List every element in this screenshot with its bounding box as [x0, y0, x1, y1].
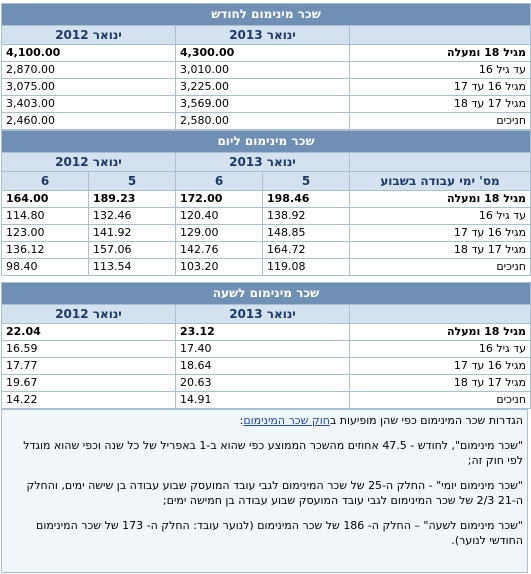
value-2013-6-days: 129.00 [176, 225, 263, 242]
value-2012-5-days: 189.23 [89, 191, 176, 208]
hourly-header-label-blank [350, 305, 531, 324]
row-label: עד גיל 16 [350, 208, 531, 225]
row-label: מגיל 16 עד 17 [350, 358, 531, 375]
table-row [2, 259, 531, 276]
days-5-2013: 5 [263, 172, 350, 191]
row-label: עד גיל 16 [350, 341, 531, 358]
row-label: מגיל 18 ומעלה [350, 324, 531, 341]
value-2012-5-days: 132.46 [89, 208, 176, 225]
value-2012-6-days: 98.40 [2, 259, 89, 276]
value-2012: 3,075.00 [2, 79, 176, 96]
value-2012: 17.77 [2, 358, 176, 375]
minimum-wage-law-link[interactable]: חוק שכר המינימום [243, 414, 330, 427]
daily-header-label-blank [350, 153, 531, 172]
table-row [2, 96, 531, 113]
row-label: מגיל 16 עד 17 [350, 225, 531, 242]
hourly-header-2013: ינואר 2013 [176, 305, 350, 324]
daily-header-2013: ינואר 2013 [176, 153, 350, 172]
hourly-definition: "שכר מינימום לשעה" – החלק ה- 186 של שכר המינימום (לנוער עובד: החלק ה- 173 של שכר המינימום החודשי לנוער). [36, 519, 523, 547]
value-2012: 2,460.00 [2, 113, 176, 130]
value-2013: 14.91 [176, 392, 350, 409]
table-row [2, 392, 531, 409]
value-2012: 3,403.00 [2, 96, 176, 113]
hourly-table-title: שכר מינימום לשעה [2, 283, 531, 305]
value-2012: 4,100.00 [2, 45, 176, 62]
days-per-week-label: מס' ימי עבודה בשבוע [350, 172, 531, 191]
value-2013: 4,300.00 [176, 45, 350, 62]
value-2013-6-days: 172.00 [176, 191, 263, 208]
daily-table [1, 130, 531, 276]
days-6-2013: 6 [176, 172, 263, 191]
value-2012-5-days: 141.92 [89, 225, 176, 242]
table-row [2, 113, 531, 130]
value-2013: 17.40 [176, 341, 350, 358]
definitions-intro [6, 413, 523, 428]
value-2013-5-days: 138.92 [263, 208, 350, 225]
table-row [2, 208, 531, 225]
table-row [2, 191, 531, 208]
value-2012: 2,870.00 [2, 62, 176, 79]
value-2012-5-days: 157.06 [89, 242, 176, 259]
row-label: מגיל 17 עד 18 [350, 375, 531, 392]
value-2012-5-days: 113.54 [89, 259, 176, 276]
days-6-2012: 6 [2, 172, 89, 191]
row-label: מגיל 17 עד 18 [350, 242, 531, 259]
monthly-header-2012: ינואר 2012 [2, 26, 176, 45]
row-label: חניכים [350, 259, 531, 276]
value-2013: 2,580.00 [176, 113, 350, 130]
value-2012: 22.04 [2, 324, 176, 341]
value-2013-6-days: 120.40 [176, 208, 263, 225]
monthly-table-title: שכר מינימום לחודש [2, 4, 531, 26]
row-label: חניכים [350, 392, 531, 409]
value-2012-6-days: 164.00 [2, 191, 89, 208]
definitions-box [1, 409, 528, 573]
row-label: עד גיל 16 [350, 62, 531, 79]
definitions-intro-text: הגדרות שכר המינימום כפי שהן מופיעות ב [329, 414, 523, 427]
days-5-2012: 5 [89, 172, 176, 191]
value-2012-6-days: 114.80 [2, 208, 89, 225]
value-2013-5-days: 198.46 [263, 191, 350, 208]
value-2013-5-days: 164.72 [263, 242, 350, 259]
monthly-header-label-blank [350, 26, 531, 45]
table-row [2, 358, 531, 375]
daily-header-2012: ינואר 2012 [2, 153, 176, 172]
definitions-intro-colon: : [239, 414, 244, 427]
monthly-table [1, 3, 531, 130]
table-row [2, 242, 531, 259]
table-row [2, 341, 531, 358]
row-label: חניכים [350, 113, 531, 130]
value-2012-6-days: 123.00 [2, 225, 89, 242]
value-2012: 16.59 [2, 341, 176, 358]
monthly-header-2013: ינואר 2013 [176, 26, 350, 45]
row-label: מגיל 17 עד 18 [350, 96, 531, 113]
value-2013-6-days: 142.76 [176, 242, 263, 259]
table-row [2, 225, 531, 242]
table-row [2, 62, 531, 79]
daily-table-title: שכר מינימום ליום [2, 131, 531, 153]
hourly-table [1, 282, 531, 409]
row-label: מגיל 18 ומעלה [350, 191, 531, 208]
row-label: מגיל 18 ומעלה [350, 45, 531, 62]
value-2013-6-days: 103.20 [176, 259, 263, 276]
row-label: מגיל 16 עד 17 [350, 79, 531, 96]
table-row [2, 45, 531, 62]
value-2013: 20.63 [176, 375, 350, 392]
value-2013: 3,569.00 [176, 96, 350, 113]
value-2013: 3,010.00 [176, 62, 350, 79]
table-row [2, 375, 531, 392]
value-2013: 18.64 [176, 358, 350, 375]
value-2012: 19.67 [2, 375, 176, 392]
table-row [2, 79, 531, 96]
value-2013: 3,225.00 [176, 79, 350, 96]
hourly-header-2012: ינואר 2012 [2, 305, 176, 324]
value-2013: 23.12 [176, 324, 350, 341]
daily-definition: "שכר מינימום יומי" - החלק ה-25 של שכר המינימום לגבי עובד המועסק שבוע עבודה בן שישה ימים, והחלק ה-21 2/3 של שכר המינימום לגבי עובד המועסק שבוע עבודה בן חמישה ימים; [26, 479, 523, 507]
value-2012-6-days: 136.12 [2, 242, 89, 259]
monthly-definition: "שכר מינימום", לחודש - 47.5 אחוזים מהשכר הממוצע כפי שהוא ב-1 באפריל של כל שנה וכפי שהוא מוגדל לפי חוק זה; [23, 439, 523, 467]
value-2012: 14.22 [2, 392, 176, 409]
table-row [2, 324, 531, 341]
value-2013-5-days: 119.08 [263, 259, 350, 276]
value-2013-5-days: 148.85 [263, 225, 350, 242]
